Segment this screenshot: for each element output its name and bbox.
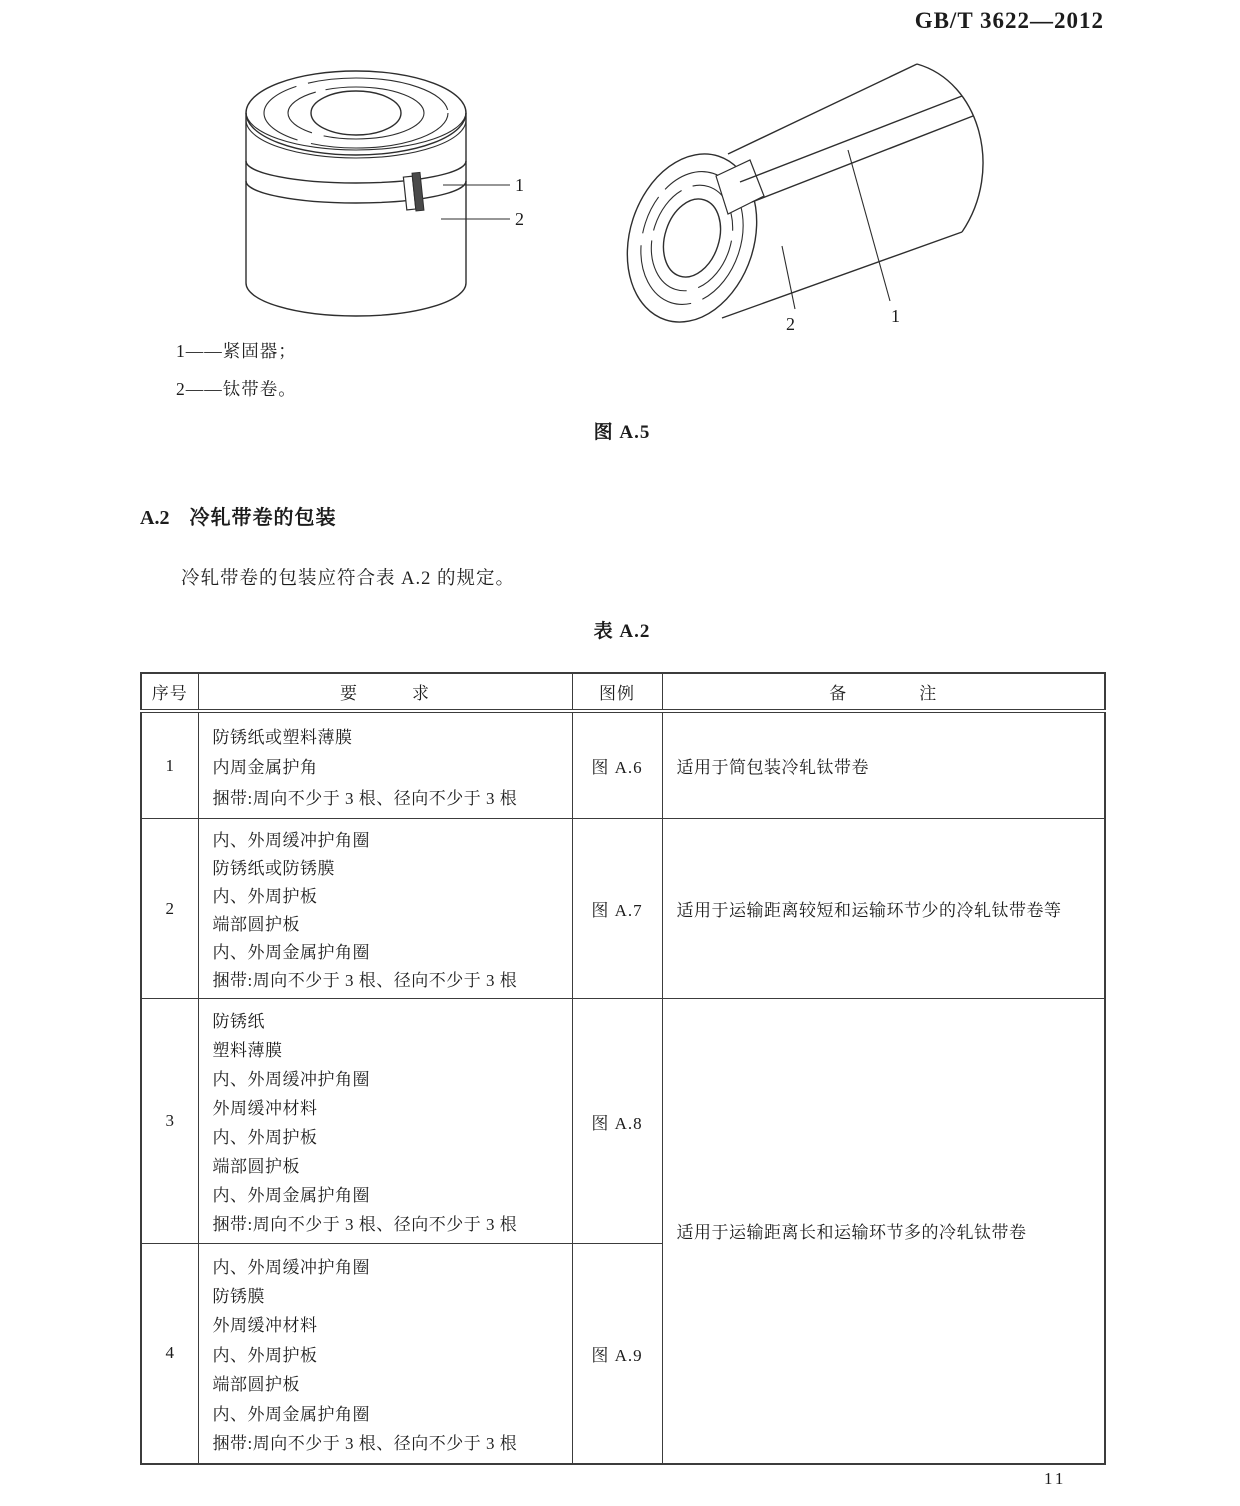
coil-cylinder (246, 71, 466, 316)
requirement-line: 捆带:周向不少于 3 根、径向不少于 3 根 (212, 1433, 518, 1453)
table-header-row (141, 673, 1105, 711)
section-a2-heading (140, 501, 336, 530)
body-paragraph: 冷轧带卷的包装应符合表 A.2 的规定。 (181, 569, 515, 589)
callout-leader-line (848, 150, 890, 301)
requirement-line: 防锈纸 (212, 1012, 265, 1032)
cell-sequence-number: 2 (141, 819, 198, 999)
cell-note: 适用于简包装冷轧钛带卷 (662, 711, 1105, 819)
requirement-line: 端部圆护板 (212, 1375, 300, 1395)
callout-leader-line (782, 246, 795, 309)
table-row (141, 711, 1105, 819)
coil-winding-ring (264, 78, 448, 148)
requirement-line: 内、外周金属护角圈 (212, 1185, 370, 1205)
requirement-line: 防锈纸或防锈膜 (212, 859, 335, 879)
requirement-line: 防锈纸或塑料薄膜 (212, 727, 353, 747)
requirement-line: 内、外周护板 (212, 1345, 318, 1365)
requirement-line: 内、外周金属护角圈 (212, 942, 370, 962)
requirement-line: 捆带:周向不少于 3 根、径向不少于 3 根 (212, 970, 518, 990)
requirement-line: 内周金属护角 (212, 758, 318, 777)
fastener-strap (246, 161, 466, 212)
section-title: 冷轧带卷的包装 (189, 507, 337, 529)
col-header-requirements: 要 求 (198, 673, 572, 711)
requirement-line: 端部圆护板 (212, 914, 300, 934)
table-a2-caption: 表 A.2 (593, 621, 651, 642)
section-number: A.2 (140, 507, 170, 529)
fastener-strap (740, 96, 973, 202)
requirement-line: 内、外周护板 (212, 1127, 318, 1147)
figure-a5-upright-coil-drawing (243, 68, 533, 323)
coil-end-face (612, 137, 778, 339)
callout-number: 2 (515, 209, 524, 229)
cell-note: 适用于运输距离较短和运输环节少的冷轧钛带卷等 (662, 819, 1105, 999)
cell-figure-reference: 图 A.6 (572, 711, 662, 819)
standard-number: GB/T 3622—2012 (914, 8, 1104, 33)
cell-sequence-number: 3 (141, 999, 198, 1244)
cell-figure-reference: 图 A.7 (572, 819, 662, 999)
legend-item: 2——钛带卷。 (176, 379, 297, 399)
figure-a5-legend (176, 338, 297, 414)
requirement-line: 内、外周金属护角圈 (212, 1404, 370, 1424)
requirement-line: 捆带:周向不少于 3 根、径向不少于 3 根 (212, 1214, 518, 1234)
requirement-line: 外周缓冲材料 (212, 1316, 318, 1336)
strap-over-end-face (716, 160, 764, 214)
col-header-legend: 图例 (572, 673, 662, 711)
requirement-line: 端部圆护板 (212, 1156, 300, 1176)
cell-note-merged: 适用于运输距离长和运输环节多的冷轧钛带卷 (662, 999, 1105, 1464)
requirement-line: 防锈膜 (212, 1287, 265, 1306)
col-header-note: 备 注 (662, 673, 1105, 711)
requirement-line: 内、外周缓冲护角圈 (212, 831, 370, 851)
callout-number: 1 (891, 306, 900, 326)
requirement-line: 捆带:周向不少于 3 根、径向不少于 3 根 (212, 788, 518, 808)
coil-winding-ring (288, 87, 424, 139)
callout-number: 2 (786, 314, 795, 334)
table-row (141, 999, 1105, 1244)
requirement-line: 塑料薄膜 (212, 1041, 283, 1061)
legend-item: 1——紧固器； (176, 341, 297, 361)
table-row (141, 819, 1105, 999)
cell-requirements (198, 711, 572, 819)
requirement-line: 内、外周缓冲护角圈 (212, 1070, 370, 1090)
page-number: 11 (1044, 1469, 1067, 1488)
cell-requirements (198, 1244, 572, 1464)
fastener-buckle (403, 172, 424, 212)
packaging-requirements-table (140, 672, 1106, 1465)
requirement-line: 内、外周护板 (212, 887, 318, 907)
callout-number: 1 (515, 175, 524, 195)
coil-bore (311, 91, 401, 135)
requirement-line: 内、外周缓冲护角圈 (212, 1257, 370, 1277)
cell-requirements (198, 819, 572, 999)
cell-sequence-number: 4 (141, 1244, 198, 1464)
cell-sequence-number: 1 (141, 711, 198, 819)
figure-a5-caption: 图 A.5 (593, 422, 651, 443)
figure-a5-horizontal-coil-drawing (612, 50, 1017, 342)
cell-requirements (198, 999, 572, 1244)
cell-figure-reference: 图 A.8 (572, 999, 662, 1244)
col-header-no: 序号 (141, 673, 198, 711)
cell-figure-reference: 图 A.9 (572, 1244, 662, 1464)
requirement-line: 外周缓冲材料 (212, 1099, 318, 1118)
